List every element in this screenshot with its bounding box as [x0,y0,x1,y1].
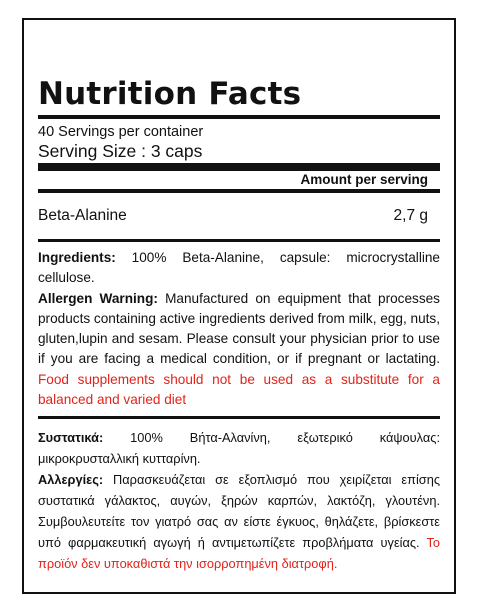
label-title: Nutrition Facts [38,76,302,112]
supplement-warning: Food supplements should not be used as a substitute for a balanced and varied diet [38,371,440,408]
nutrient-row [38,193,440,239]
nutrition-label [22,18,456,594]
greek-allergen-text: Παρασκευάζεται σε εξοπλισμό που χειρίζεται επίσης συστατικά γάλακτος, αυγών, ξηρών καρπών, λακτόζη, γλουτένη. Συμβουλευτείτε τον γιατρό σας αν είστε έγκυος, θηλάζετε, βρίσκεστε υπό φαρμακευτική αγωγή ή αντιμετωπίζετε προβλήματα υγείας. [38,472,440,551]
title-divider [38,115,440,119]
nutrient-name: Beta-Alanine [38,207,127,224]
greek-ingredients-text: 100% Βήτα-Αλανίνη, εξωτερικό κάψουλας: μικροκρυσταλλική κυτταρίνη. [38,430,440,467]
greek-info-block [38,419,440,580]
servings-per-container: 40 Servings per container [38,124,204,140]
english-info-block [38,242,440,416]
greek-allergen-label: Αλλεργίες: [38,472,104,488]
nutrient-amount: 2,7 g [393,207,428,224]
greek-supplement-warning: Το προϊόν δεν υποκαθιστά την ισορροπημένη διατροφή. [38,535,440,572]
allergen-text: Manufactured on equipment that processes products containing active ingredients derived from milk, egg, nuts, gluten,lupin and sesam. Please consult your physician prior to use if you are facing a medical condition, or if pregnant or lactating. [38,290,440,367]
ingredients-text: 100% Beta-Alanine, capsule: microcrystalline cellulose. [38,250,440,286]
amount-per-serving-header: Amount per serving [300,172,428,187]
ingredients-label: Ingredients: [38,250,116,265]
greek-ingredients-label: Συστατικά: [38,430,104,446]
allergen-label: Allergen Warning: [38,290,158,306]
serving-size: Serving Size : 3 caps [38,141,203,161]
serving-divider [38,163,440,171]
